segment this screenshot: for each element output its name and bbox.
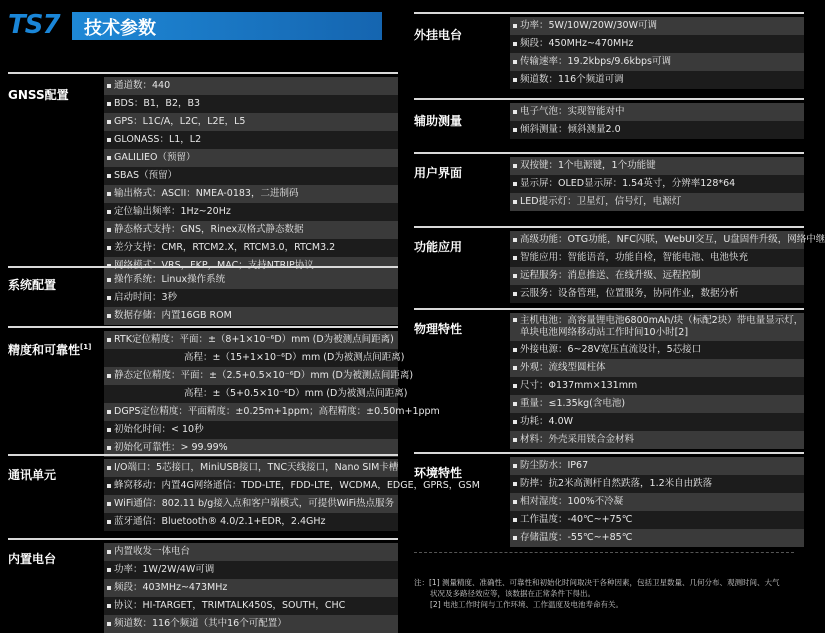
spec-row: 外观：流线型圆柱体: [510, 359, 804, 377]
spec-row: 频道数：116个频道可调: [510, 71, 804, 89]
section-title-text: 功能应用: [414, 240, 463, 254]
section-title: [8, 278, 100, 292]
spec-row: 高程：±（15+1×10⁻⁶D）mm (D为被测点间距离): [104, 349, 398, 367]
spec-row: 静态定位精度：平面：±（2.5+0.5×10⁻⁶D）mm (D为被测点间距离): [104, 367, 398, 385]
spec-row: 外接电源：6~28V宽压直流设计，5芯接口: [510, 341, 804, 359]
spec-row: 功率：5W/10W/20W/30W可调: [510, 17, 804, 35]
left-section-1: [8, 266, 398, 321]
spec-list: [510, 17, 804, 89]
right-section-4: [414, 308, 804, 445]
right-section-3: [414, 226, 825, 299]
spec-list: [104, 543, 398, 633]
title-bar: [72, 12, 382, 40]
footnotes: [414, 577, 794, 610]
spec-row: 通道数：440: [104, 77, 398, 95]
page-title: 技术参数: [84, 18, 156, 39]
spec-row: WiFi通信：802.11 b/g接入点和客户端模式，可提供WiFi热点服务: [104, 495, 398, 513]
section-title-text: 辅助测量: [414, 114, 463, 128]
spec-row: 相对湿度：100%不冷凝: [510, 493, 804, 511]
spec-row: DGPS定位精度：平面精度：±0.25m+1ppm；高程精度：±0.50m+1ppm: [104, 403, 398, 421]
product-logo: TS7: [8, 10, 60, 40]
spec-row: 高级功能：OTG功能，NFC闪联，WebUI交互，U盘固件升级，网络中继: [510, 231, 804, 249]
section-title-text: 环境特性: [414, 466, 463, 480]
spec-list: [104, 331, 440, 457]
right-section-1: [414, 98, 804, 135]
spec-row: GALILIEO（预留）: [104, 149, 398, 167]
spec-list: [104, 271, 398, 325]
spec-list: [510, 157, 804, 211]
spec-row: RTK定位精度：平面：±（8+1×10⁻⁶D）mm (D为被测点间距离): [104, 331, 398, 349]
spec-row: 输出格式：ASCII：NMEA-0183，二进制码: [104, 185, 398, 203]
spec-row: 显示屏：OLED显示屏：1.54英寸，分辨率128*64: [510, 175, 804, 193]
spec-row: 智能应用：智能语音，功能自检，智能电池、电池快充: [510, 249, 804, 267]
spec-row: 差分支持：CMR，RTCM2.X，RTCM3.0，RTCM3.2: [104, 239, 398, 257]
spec-row: 存储温度：-55℃~+85℃: [510, 529, 804, 547]
spec-row: 电子气泡：实现智能对中: [510, 103, 804, 121]
spec-list: [510, 313, 804, 449]
right-section-2: [414, 152, 804, 207]
section-title: [414, 114, 506, 128]
section-title-text: 物理特性: [414, 322, 463, 336]
right-section-5: [414, 452, 804, 543]
spec-row: 云服务：设备管理，位置服务，协同作业，数据分析: [510, 285, 804, 303]
spec-row: 工作温度：-40℃~+75℃: [510, 511, 804, 529]
spec-row: 主机电池：高容量锂电池6800mAh/块（标配2块）带电量显示灯，单块电池网络移动站工作时间10小时[2]: [510, 313, 804, 341]
section-title-text: GNSS配置: [8, 88, 69, 102]
spec-row: 功率：1W/2W/4W可调: [104, 561, 398, 579]
spec-row: 传输速率：19.2kbps/9.6kbps可调: [510, 53, 804, 71]
spec-row: 启动时间：3秒: [104, 289, 398, 307]
spec-row: 远程服务：消息推送、在线升级、远程控制: [510, 267, 804, 285]
spec-row: GPS：L1C/A，L2C，L2E，L5: [104, 113, 398, 131]
spec-row: 定位输出频率：1Hz~20Hz: [104, 203, 398, 221]
spec-row: 网络模式：VRS，FKP，MAC；支持NTRIP协议: [104, 257, 398, 275]
spec-row: 操作系统：Linux操作系统: [104, 271, 398, 289]
spec-row: 倾斜测量：倾斜测量2.0: [510, 121, 804, 139]
section-title-text: 系统配置: [8, 278, 57, 292]
spec-list: [104, 77, 398, 275]
section-title: [8, 552, 100, 566]
spec-row: 尺寸：Φ137mm×131mm: [510, 377, 804, 395]
right-section-0: [414, 12, 804, 85]
spec-list: [510, 103, 804, 139]
section-title: [414, 28, 506, 42]
left-section-2: [8, 326, 440, 453]
spec-row: 数据存储：内置16GB ROM: [104, 307, 398, 325]
section-title-text: 用户界面: [414, 166, 463, 180]
spec-row: BDS：B1，B2，B3: [104, 95, 398, 113]
spec-row: 材料：外壳采用镁合金材料: [510, 431, 804, 449]
footnote-1-cont: 状况及多路径效应等，该数据在正常条件下得出。: [430, 589, 595, 598]
section-title: [8, 88, 100, 102]
section-title: [414, 240, 506, 254]
spec-row: SBAS（预留）: [104, 167, 398, 185]
footnote-2: [2] 电池工作时间与工作环境、工作温度及电池寿命有关。: [430, 600, 624, 609]
spec-row: 防摔：抗2米高测杆自然跌落，1.2米自由跌落: [510, 475, 804, 493]
spec-row: 蓝牙通信：Bluetooth® 4.0/2.1+EDR，2.4GHz: [104, 513, 398, 531]
spec-row: 频道数：116个频道（其中16个可配置）: [104, 615, 398, 633]
spec-row: 功耗：4.0W: [510, 413, 804, 431]
spec-row: 静态格式支持：GNS，Rinex双格式静态数据: [104, 221, 398, 239]
footnote-1: 注：[1] 测量精度、准确性、可靠性和初始化时间取决于各种因素，包括卫星数量、几何分布、观测时间、大气: [414, 578, 780, 587]
spec-row: GLONASS：L1，L2: [104, 131, 398, 149]
left-section-4: [8, 538, 398, 629]
left-section-0: [8, 72, 398, 271]
section-title: [414, 466, 506, 480]
section-title: [414, 166, 506, 180]
section-title-text: 外挂电台: [414, 28, 463, 42]
notes-divider: [414, 552, 794, 553]
spec-list: [510, 457, 804, 547]
section-title: [8, 340, 100, 357]
section-title: [414, 322, 506, 336]
spec-row: LED提示灯：卫星灯，信号灯，电源灯: [510, 193, 804, 211]
spec-row: 双按键：1个电源键，1个功能键: [510, 157, 804, 175]
spec-row: 频段：403MHz~473MHz: [104, 579, 398, 597]
section-title-text: 内置电台: [8, 552, 57, 566]
spec-row: 初始化时间：< 10秒: [104, 421, 398, 439]
footnote-ref: [1]: [80, 343, 92, 351]
spec-row: 重量：≤1.35kg(含电池): [510, 395, 804, 413]
spec-row: 协议：HI-TARGET，TRIMTALK450S，SOUTH，CHC: [104, 597, 398, 615]
spec-row: 频段：450MHz~470MHz: [510, 35, 804, 53]
spec-row: 蜂窝移动：内置4G网络通信：TDD-LTE，FDD-LTE，WCDMA，EDGE，GPRS，GSM: [104, 477, 398, 495]
spec-row: I/O端口：5芯接口，MiniUSB接口，TNC天线接口，Nano SIM卡槽: [104, 459, 398, 477]
spec-list: [510, 231, 825, 303]
section-title-text: 通讯单元: [8, 468, 57, 482]
section-title-text: 精度和可靠性: [8, 343, 81, 357]
spec-row: 防尘防水：IP67: [510, 457, 804, 475]
spec-row: 内置收发一体电台: [104, 543, 398, 561]
spec-row: 高程：±（5+0.5×10⁻⁶D）mm (D为被测点间距离): [104, 385, 398, 403]
section-title: [8, 468, 100, 482]
spec-row: 初始化可靠性：> 99.99%: [104, 439, 398, 457]
